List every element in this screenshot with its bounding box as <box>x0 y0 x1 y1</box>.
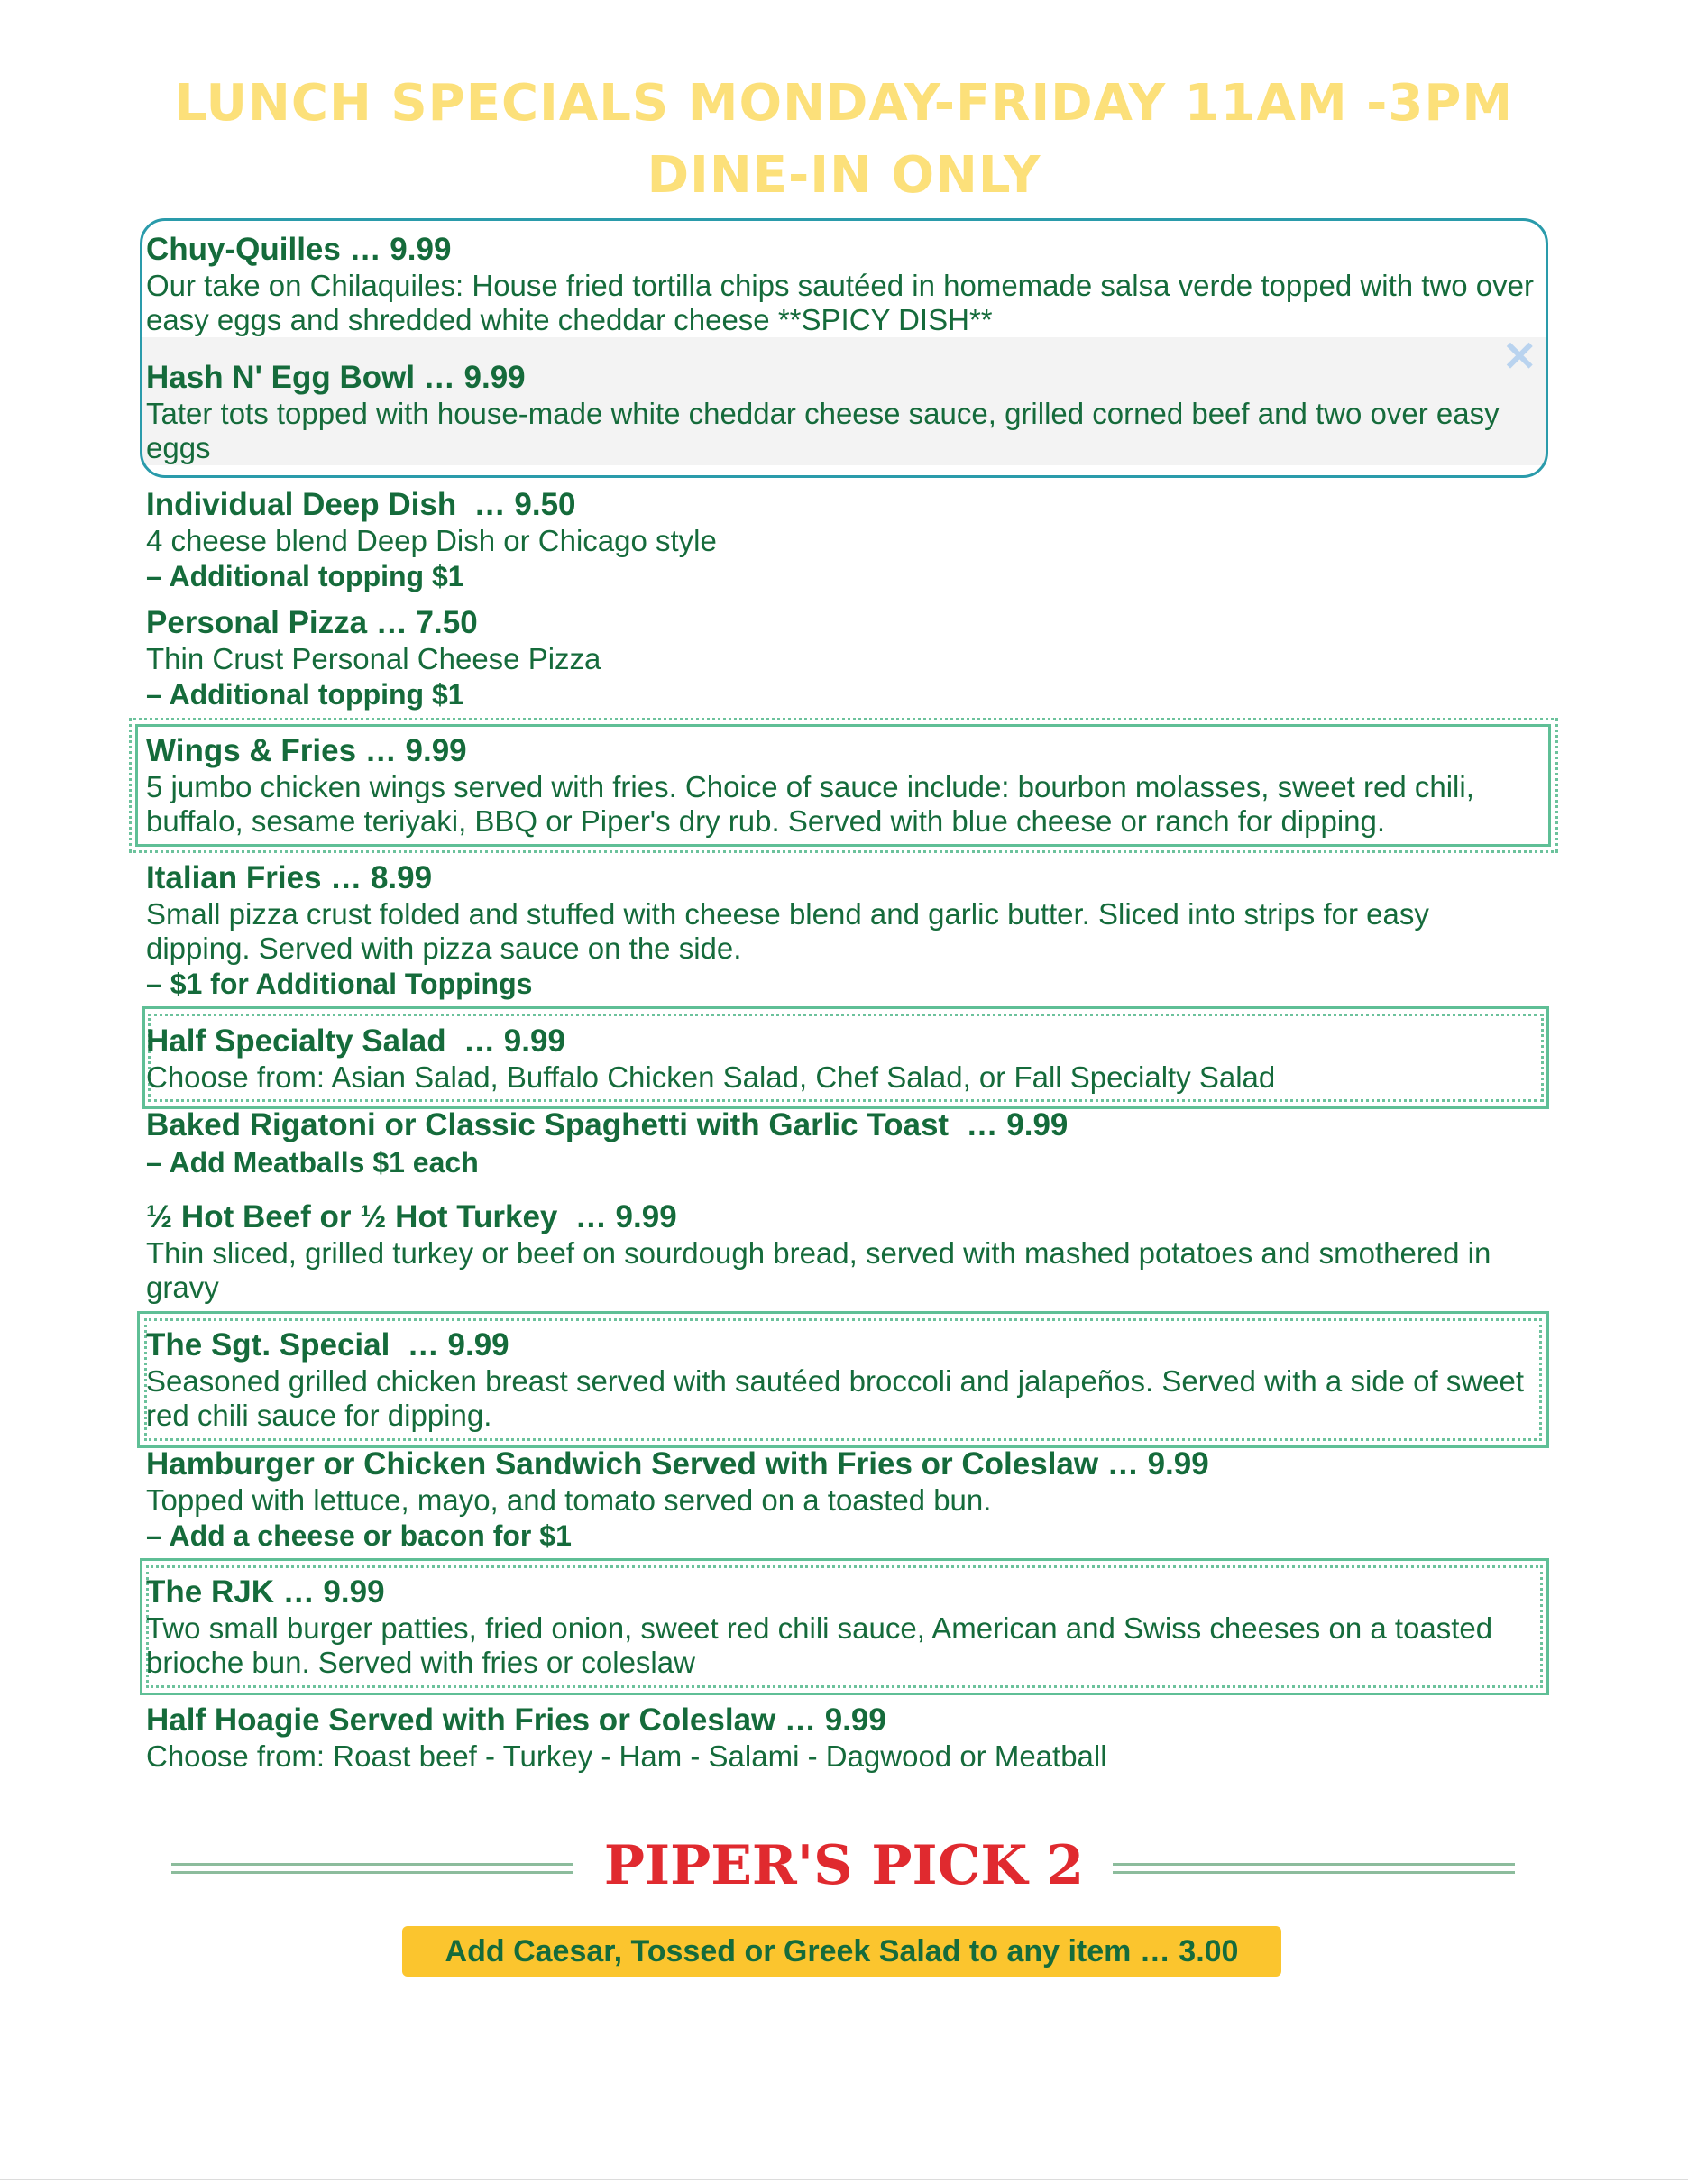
header-subtitle: DINE-IN ONLY <box>647 146 1041 205</box>
addon-text: Add Caesar, Tossed or Greek Salad to any item … 3.00 <box>445 1933 1239 1968</box>
item-name: Hash N' Egg Bowl … 9.99 <box>146 360 526 395</box>
item-description: Seasoned grilled chicken breast served with sautéed broccoli and jalapeños. Served with a side of sweet red chili sauce for dipping. <box>146 1364 1525 1432</box>
item-description: Thin Crust Personal Cheese Pizza <box>146 642 601 675</box>
close-icon[interactable]: ✕ <box>1502 333 1537 380</box>
item-addon: – $1 for Additional Toppings <box>146 968 533 1000</box>
item-description: Tater tots topped with house-made white cheddar cheese sauce, grilled corned beef and two over easy eggs <box>146 397 1500 464</box>
item-name: Hamburger or Chicken Sandwich Served with Fries or Coleslaw … 9.99 <box>146 1446 1209 1482</box>
item-description: 4 cheese blend Deep Dish or Chicago style <box>146 524 717 557</box>
item-addon: – Additional topping $1 <box>146 678 464 711</box>
item-name: Italian Fries … 8.99 <box>146 860 433 895</box>
menu-item[interactable] <box>146 1574 1535 1680</box>
item-name: The RJK … 9.99 <box>146 1574 385 1610</box>
item-name: Half Hoagie Served with Fries or Coleslaw … 9.99 <box>146 1702 886 1738</box>
item-name: ½ Hot Beef or ½ Hot Turkey … 9.99 <box>146 1199 677 1234</box>
menu-item[interactable] <box>146 1326 1535 1433</box>
item-name: Individual Deep Dish … 9.50 <box>146 487 576 522</box>
menu-item[interactable] <box>146 1198 1535 1305</box>
menu-item[interactable] <box>146 486 1535 594</box>
menu-item[interactable] <box>146 1702 1535 1774</box>
item-description: Our take on Chilaquiles: House fried tortilla chips sautéed in homemade salsa verde topped with two over easy eggs and shredded white cheddar cheese **SPICY DISH** <box>146 269 1534 336</box>
item-description: Small pizza crust folded and stuffed with cheese blend and garlic butter. Sliced into strips for easy dipping. Served with pizza sauce on the side. <box>146 897 1429 965</box>
menu-item[interactable] <box>146 1445 1535 1554</box>
item-addon: – Additional topping $1 <box>146 560 464 592</box>
menu-item[interactable] <box>146 732 1535 839</box>
item-name: The Sgt. Special … 9.99 <box>146 1327 509 1363</box>
item-description: Thin sliced, grilled turkey or beef on sourdough bread, served with mashed potatoes and smothered in gravy <box>146 1236 1491 1304</box>
section-title: PIPER'S PICK 2 <box>603 1834 1085 1897</box>
item-name: Baked Rigatoni or Classic Spaghetti with Garlic Toast … 9.99 <box>146 1107 1069 1142</box>
menu-item[interactable] <box>146 1023 1535 1095</box>
item-name: Wings & Fries … 9.99 <box>146 733 467 768</box>
item-description: 5 jumbo chicken wings served with fries. Choice of sauce include: bourbon molasses, sweet red chili, buffalo, sesame teriyaki, BBQ or Piper's dry rub. Served with blue cheese or ranch for dipping. <box>146 770 1474 838</box>
menu-item[interactable] <box>146 859 1535 1002</box>
header-title: LUNCH SPECIALS MONDAY-FRIDAY 11AM -3PM <box>174 74 1514 133</box>
item-name: Personal Pizza … 7.50 <box>146 605 478 640</box>
page-bottom-border <box>0 2179 1688 2180</box>
item-name: Half Specialty Salad … 9.99 <box>146 1023 565 1059</box>
item-addon: – Add Meatballs $1 each <box>146 1146 479 1179</box>
item-name: Chuy-Quilles … 9.99 <box>146 232 452 267</box>
menu-item[interactable] <box>146 359 1535 465</box>
menu-item[interactable] <box>146 231 1535 337</box>
item-description: Choose from: Roast beef - Turkey - Ham - Salami - Dagwood or Meatball <box>146 1739 1107 1773</box>
menu-item[interactable] <box>146 604 1535 712</box>
divider-right <box>1113 1863 1515 1874</box>
item-description: Two small burger patties, fried onion, sweet red chili sauce, American and Swiss cheeses on a toasted brioche bun. Served with fries or coleslaw <box>146 1611 1493 1679</box>
menu-item[interactable] <box>146 1106 1535 1180</box>
addon-highlight <box>402 1926 1281 1977</box>
item-addon: – Add a cheese or bacon for $1 <box>146 1519 572 1552</box>
item-description: Topped with lettuce, mayo, and tomato served on a toasted bun. <box>146 1483 992 1517</box>
item-description: Choose from: Asian Salad, Buffalo Chicken Salad, Chef Salad, or Fall Specialty Salad <box>146 1060 1276 1094</box>
